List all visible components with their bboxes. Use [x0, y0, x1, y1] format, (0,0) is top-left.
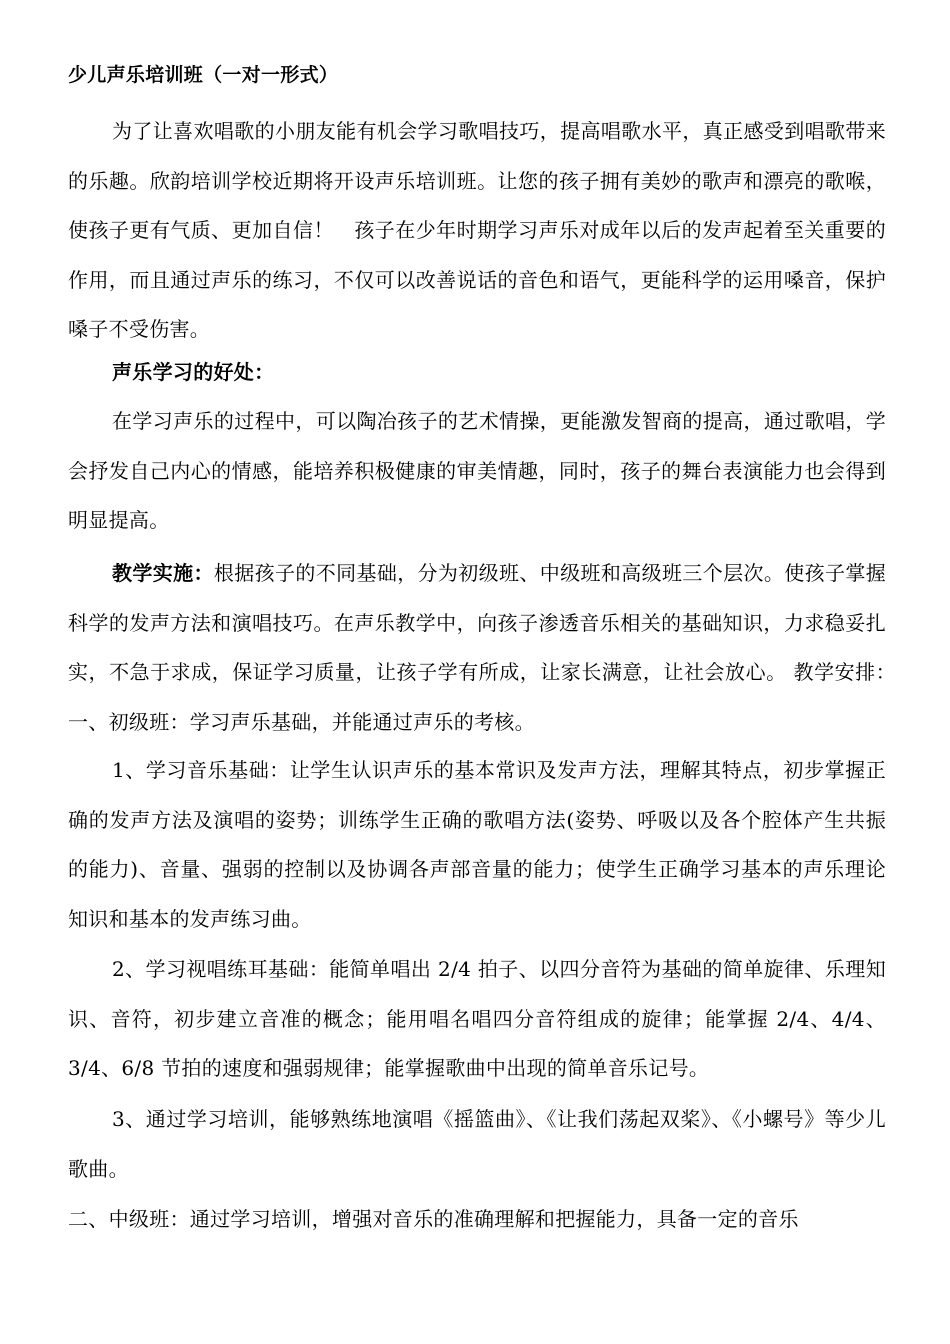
document-title: 少儿声乐培训班（一对一形式）: [68, 64, 339, 86]
intermediate-paragraph: 二、中级班：通过学习培训，增强对音乐的准确理解和把握能力，具备一定的音乐: [68, 1207, 799, 1231]
item-1-paragraph: 1、学习音乐基础：让学生认识声乐的基本常识及发声方法，理解其特点，初步掌握正确的发声方法及演唱的姿势；训练学生正确的歌唱方法(姿势、呼吸以及各个腔体产生共振的能力)、音量、强弱的控制以及协调各声部音量的能力；使学生正确学习基本的声乐理论知识和基本的发声练习曲。: [68, 758, 886, 931]
benefits-heading: 声乐学习的好处：: [112, 360, 275, 384]
teaching-text: 根据孩子的不同基础，分为初级班、中级班和高级班三个层次。使孩子掌握科学的发声方法和演唱技巧。在声乐教学中，向孩子渗透音乐相关的基础知识，力求稳妥扎实，不急于求成，保证学习质量，让孩子学有所成，让家长满意，让社会放心。 教学安排： 一、初级班：学习声乐基础，并能通过声乐的考核。: [68, 561, 907, 734]
teaching-paragraph: [68, 549, 907, 747]
item-3-paragraph: 3、通过学习培训，能够熟练地演唱《摇篮曲》、《让我们荡起双桨》、《小螺号》等少儿歌曲。: [68, 1107, 886, 1181]
teaching-label: 教学实施：: [112, 561, 214, 585]
intro-paragraph: 为了让喜欢唱歌的小朋友能有机会学习歌唱技巧，提高唱歌水平，真正感受到唱歌带来的乐趣。欣韵培训学校近期将开设声乐培训班。让您的孩子拥有美妙的歌声和漂亮的歌喉，使孩子更有气质、更加自信！ 孩子在少年时期学习声乐对成年以后的发声起着至关重要的作用，而且通过声乐的练习，不仅可以改善说话的音色和语气，更能科学的运用嗓音，保护嗓子不受伤害。: [68, 119, 886, 341]
benefits-paragraph: 在学习声乐的过程中，可以陶冶孩子的艺术情操，更能激发智商的提高，通过歌唱，学会抒发自己内心的情感，能培养积极健康的审美情趣，同时，孩子的舞台表演能力也会得到明显提高。: [68, 409, 886, 532]
item-2-paragraph: 2、学习视唱练耳基础：能简单唱出 2/4 拍子、以四分音符为基础的简单旋律、乐理知识、音符，初步建立音准的概念；能用唱名唱四分音符组成的旋律；能掌握 2/4、4/4、3/4、6/8 节拍的速度和强弱规律；能掌握歌曲中出现的简单音乐记号。: [68, 957, 886, 1080]
